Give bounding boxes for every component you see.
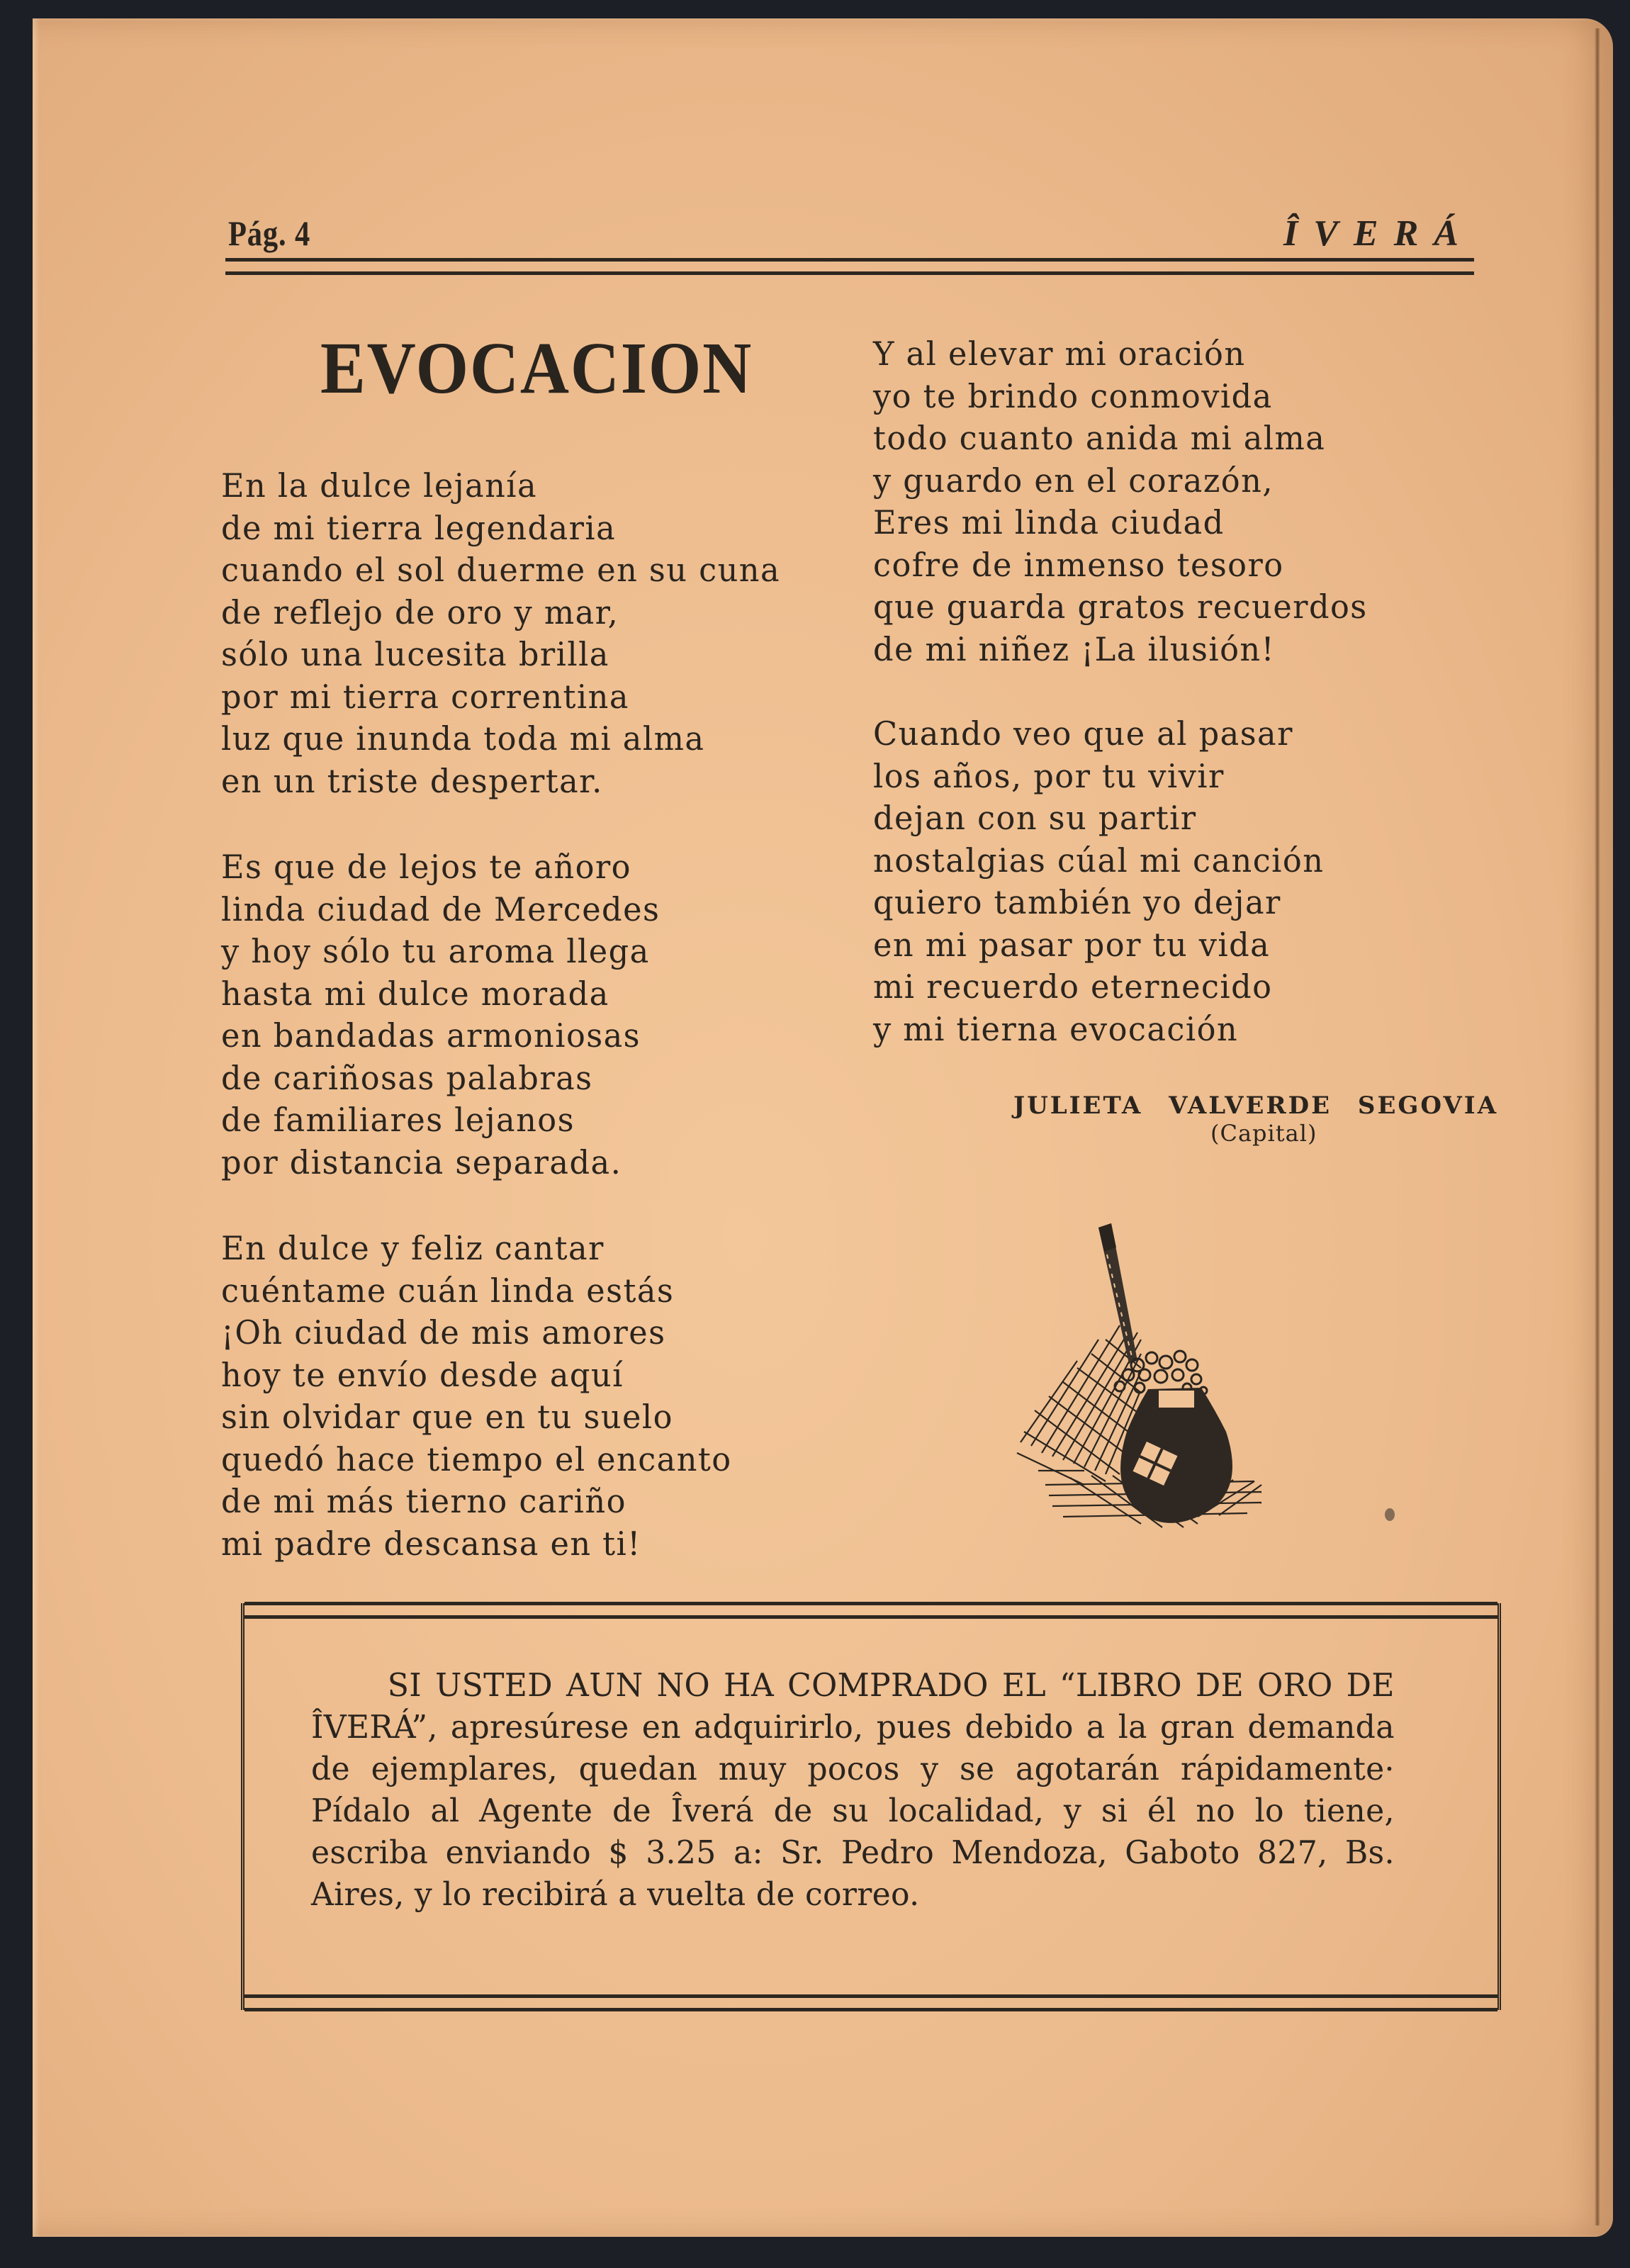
mate-gourd-with-bombilla-icon	[1013, 1198, 1325, 1531]
verse-line: En dulce y feliz cantar	[221, 1229, 605, 1267]
verse-line: de mi más tierno cariño	[221, 1482, 626, 1520]
verse-line: sin olvidar que en tu suelo	[221, 1398, 673, 1436]
verse-line: ¡Oh ciudad de mis amores	[221, 1313, 666, 1352]
verse-line: de mi niñez ¡La ilusión!	[873, 629, 1276, 668]
verse-line: quiero también yo dejar	[873, 883, 1281, 921]
mate-gourd	[1120, 1388, 1232, 1523]
page-number: Pág. 4	[228, 213, 311, 253]
verse-line: Cuando veo que al pasar	[873, 714, 1293, 753]
stanza	[873, 333, 1476, 670]
page-header	[225, 213, 1474, 255]
bombilla-straw	[1098, 1223, 1137, 1364]
verse-line: de mi tierra legendaria	[221, 508, 617, 547]
verse-line: de cariñosas palabras	[221, 1058, 593, 1097]
verse-line: y mi tierna evocación	[873, 1009, 1239, 1048]
verse-line: yo te brindo conmovida	[873, 376, 1273, 415]
verse-line: cuando el sol duerme en su cuna	[221, 551, 781, 589]
page-spine-shadow	[1595, 28, 1600, 2225]
verse-line: cuéntame cuán linda estás	[221, 1271, 675, 1310]
poem-left-column	[221, 326, 831, 1565]
author-place: (Capital)	[1210, 1120, 1317, 1147]
advertisement-body	[311, 1664, 1417, 1915]
verse-line: Eres mi linda ciudad	[873, 503, 1225, 541]
verse-line: por distancia separada.	[221, 1143, 622, 1181]
verse-line: mi recuerdo eternecido	[873, 967, 1273, 1006]
verse-line: En la dulce lejanía	[221, 466, 538, 505]
verse-line: nostalgias cúal mi canción	[873, 841, 1325, 880]
verse-line: los años, por tu vivir	[873, 756, 1225, 795]
verse-line: hoy te envío desde aquí	[221, 1355, 624, 1394]
verse-line: Es que de lejos te añoro	[221, 848, 631, 886]
publication-title: ÎVERÁ	[1283, 213, 1474, 254]
verse-line: luz que inunda toda mi alma	[221, 719, 705, 758]
verse-line: quedó hace tiempo el encanto	[221, 1439, 732, 1478]
poem-signature	[1013, 1091, 1499, 1147]
verse-line: dejan con su partir	[873, 799, 1197, 837]
stanza	[873, 713, 1476, 1050]
advertisement-box	[241, 1603, 1501, 2010]
verse-line: en un triste despertar.	[221, 761, 603, 800]
author-name: JULIETA VALVERDE SEGOVIA	[1013, 1091, 1499, 1120]
poem-right-column	[873, 333, 1476, 1050]
verse-line: de reflejo de oro y mar,	[221, 593, 619, 631]
ad-top-double-rule	[244, 1602, 1497, 1619]
stanza	[221, 465, 831, 802]
header-double-rule	[225, 258, 1474, 275]
verse-line: en mi pasar por tu vida	[873, 925, 1271, 964]
verse-line: sólo una lucesita brilla	[221, 635, 609, 673]
verse-line: de familiares lejanos	[221, 1101, 575, 1139]
verse-line: que guarda gratos recuerdos	[873, 588, 1368, 626]
poem-title: EVOCACION	[320, 327, 753, 409]
verse-line: y hoy sólo tu aroma llega	[221, 932, 650, 970]
verse-line: hasta mi dulce morada	[221, 974, 609, 1013]
stanza	[221, 1228, 831, 1565]
ink-speck	[1385, 1508, 1395, 1521]
verse-line: mi padre descansa en ti!	[221, 1524, 641, 1563]
ad-bottom-double-rule	[244, 1994, 1497, 2011]
verse-line: todo cuanto anida mi alma	[873, 419, 1326, 457]
stanza	[221, 846, 831, 1184]
verse-line: cofre de inmenso tesoro	[873, 545, 1284, 584]
verse-line: por mi tierra correntina	[221, 677, 629, 716]
verse-line: Y al elevar mi oración	[873, 335, 1246, 373]
advertisement-text: SI USTED AUN NO HA COMPRADO EL “LIBRO DE ORO DE ÎVERÁ”, apresúrese en adquirirlo, pues debido a la gran demanda de ejemplares, quedan muy pocos y se agotarán rápidamente· Pídalo al Agente de Îverá de su localidad, y si él no lo tiene, escriba enviando $ 3.25 a: Sr. Pedro Mendoza, Gaboto 827, Bs. Aires, y lo recibirá a vuelta de correo.	[311, 1666, 1395, 1913]
verse-line: y guardo en el corazón,	[873, 461, 1274, 500]
verse-line: linda ciudad de Mercedes	[221, 889, 661, 928]
verse-line: en bandadas armoniosas	[221, 1016, 641, 1055]
